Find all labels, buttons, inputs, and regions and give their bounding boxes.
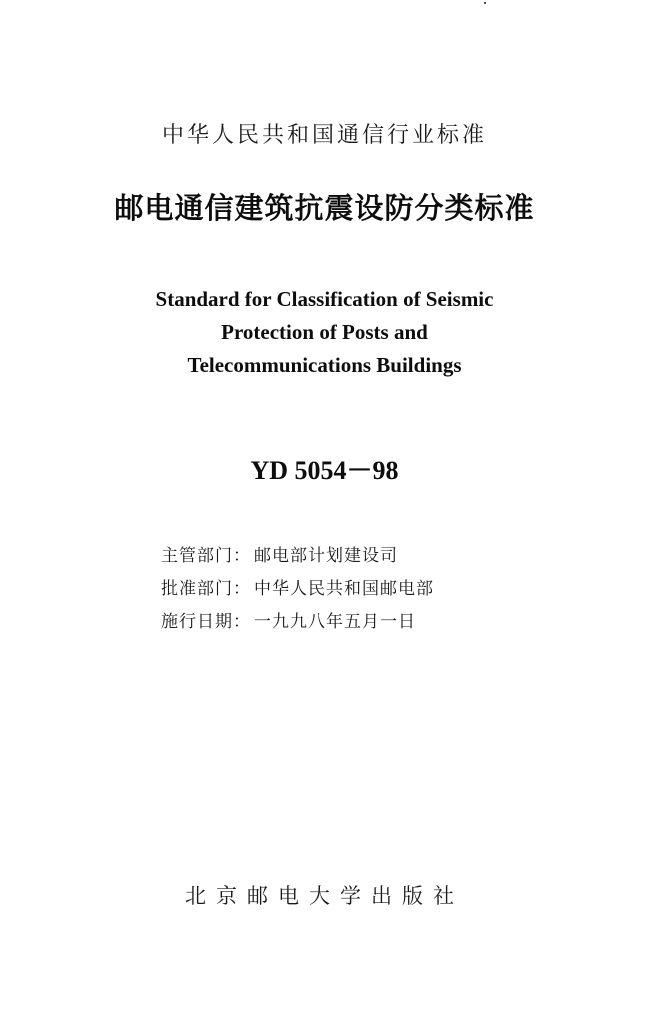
standard-series-heading: 中华人民共和国通信行业标准 [161,123,487,148]
info-label: 主管部门 [161,546,233,566]
info-value: 中华人民共和国邮电部 [254,579,434,599]
english-title-line-1: Standard for Classification of Seismic [155,287,494,311]
info-separator: ： [233,579,250,599]
info-value: 邮电部计划建设司 [254,546,398,566]
chinese-title: 邮电通信建筑抗震设防分类标准 [114,191,535,225]
info-row-authority [161,540,434,573]
scan-speck [484,2,486,4]
info-value: 一九九八年五月一日 [254,612,416,632]
publisher: 北京邮电大学出版社 [185,884,464,908]
english-title-line-2: Protection of Posts and [221,320,428,344]
info-block [161,540,434,639]
english-title-line-3: Telecommunications Buildings [187,353,462,377]
info-separator: ： [233,612,250,632]
info-label: 施行日期 [161,612,233,632]
standard-code: YD 5054－98 [250,456,399,485]
info-row-approval [161,573,434,606]
info-separator: ： [233,546,250,566]
info-row-effective-date [161,606,434,639]
info-label: 批准部门 [161,579,233,599]
